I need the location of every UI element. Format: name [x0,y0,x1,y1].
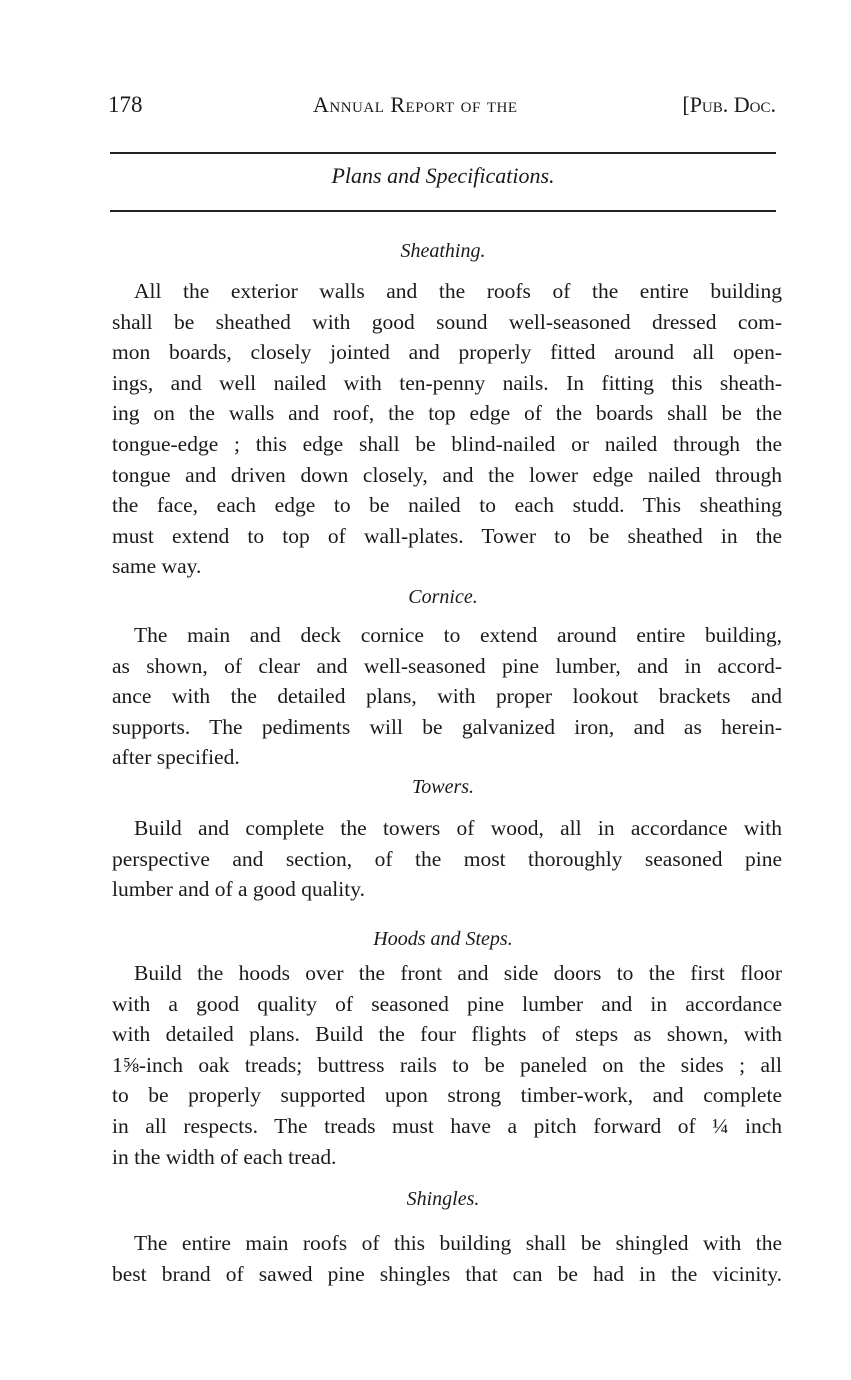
paragraph-sheathing [112,276,782,582]
text-line: to be properly supported upon strong timber-work, and complete [112,1083,782,1108]
text-line: ance with the detailed plans, with proper lookout brackets and [112,684,782,709]
text-line: with detailed plans. Build the four flights of steps as shown, with [112,1022,782,1047]
text-line: same way. [112,554,202,579]
subheading: Plans and Specifications. [331,163,555,188]
text-line: ing on the walls and roof, the top edge of the boards shall be the [112,401,782,426]
section-heading-shingles: Shingles. [406,1188,480,1210]
text-line: Build the hoods over the front and side doors to the first floor [134,961,782,985]
running-title: Annual Report of the [313,92,518,117]
text-line: The main and deck cornice to extend around entire building, [134,623,782,647]
text-line: tongue-edge ; this edge shall be blind-nailed or nailed through the [112,431,782,456]
document-reference: [Pub. Doc. [682,92,776,117]
text-line: mon boards, closely jointed and properly fitted around all open- [112,340,782,365]
section-heading-towers: Towers. [411,776,475,798]
text-line: shall be sheathed with good sound well-seasoned dressed com- [112,309,782,334]
text-line: lumber and of a good quality. [112,877,365,902]
header-rule-bottom [110,210,776,212]
paragraph-cornice [112,620,782,773]
paragraph-shingles [112,1228,782,1289]
text-line: with a good quality of seasoned pine lumber and in accordance [112,991,782,1016]
text-line: The entire main roofs of this building shall be shingled with the [134,1231,782,1255]
text-line: ings, and well nailed with ten-penny nails. In fitting this sheath- [112,370,782,395]
text-line: perspective and section, of the most thoroughly seasoned pine [112,846,782,871]
text-line: in the width of each tread. [112,1144,337,1169]
text-line: 1⅝-inch oak treads; buttress rails to be paneled on the sides ; all [112,1052,782,1077]
section-heading-cornice: Cornice. [408,586,478,608]
header-rule-top [110,152,776,154]
page-number: 178 [108,92,143,117]
text-line: All the exterior walls and the roofs of the entire building [134,279,782,303]
text-line: Build and complete the towers of wood, all in accordance with [134,816,782,840]
text-line: must extend to top of wall-plates. Tower to be sheathed in the [112,523,782,548]
text-line: in all respects. The treads must have a pitch forward of ¼ inch [112,1113,782,1138]
text-line: as shown, of clear and well-seasoned pine lumber, and in accord- [112,653,782,678]
section-heading-sheathing: Sheathing. [400,240,486,262]
text-line: best brand of sawed pine shingles that can be had in the vicinity. [112,1261,782,1286]
paragraph-towers [112,813,782,905]
text-line: after specified. [112,745,240,770]
text-line: supports. The pediments will be galvanized iron, and as herein- [112,714,782,739]
text-line: the face, each edge to be nailed to each studd. This sheathing [112,493,782,518]
paragraph-hoods-and-steps [112,958,782,1172]
running-header [108,92,776,124]
text-line: tongue and driven down closely, and the lower edge nailed through [112,462,782,487]
section-heading-hoods-and-steps: Hoods and Steps. [373,928,513,950]
